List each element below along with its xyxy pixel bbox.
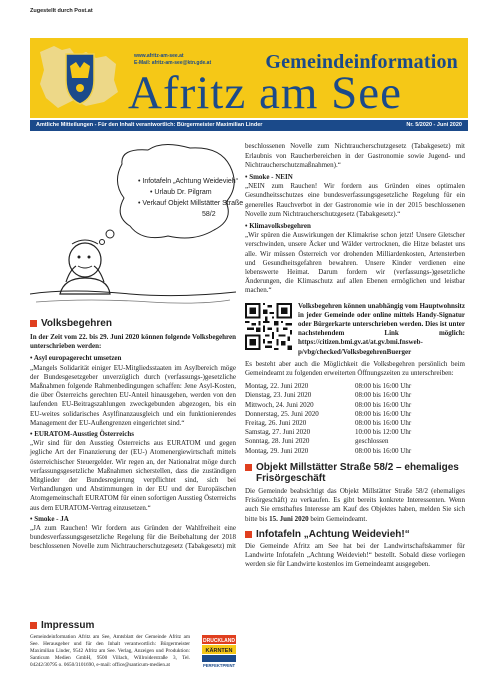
section-marker-icon	[245, 464, 252, 471]
objekt-text-before: Die Gemeinde beabsichtigt das Objekt Millstätter Straße 58/2 (ehemaliges Frisörgeschäft) zu verkaufen. Es gibt bereits konkrete Interessenten. Wenn auch Sie ernsthaftes Interesse am Kauf des Objektes haben, melden Sie sich bitte bis	[245, 486, 465, 523]
online-text: Volksbegehren können unabhängig vom Hauptwohnsitz in jeder Gemeinde oder online mittels Handy-Signatur oder Bürgerkarte unterschrieben werden. Dies ist unter nachstehendem Link möglich: https://citizen.bmi.gv.at/at.gv.bmi.fnsweb-p/vbg/checked/VolksbegehrenBuerger	[298, 301, 465, 356]
asyl-title: • Asyl europagerecht umsetzen	[30, 354, 122, 363]
heading-text: Impressum	[41, 620, 95, 631]
heading-text: Infotafeln „Achtung Weidevieh!“	[256, 528, 410, 540]
infotafeln-heading	[245, 529, 465, 540]
hours-day: Montag, 22. Juni 2020	[245, 382, 309, 391]
bubble-line: • Verkauf Objekt Millstätter Straße	[138, 200, 244, 207]
hours-day: Sonntag, 28. Juni 2020	[245, 437, 310, 446]
hours-time: 08:00 bis 16:00 Uhr	[355, 419, 412, 428]
impressum-text: Gemeindeinformation Afritz am See, Amtsblatt der Gemeinde Afritz am See. Herausgeber und für den Inhalt verantwortlich: Bürgermeister Maximilian Linder, 9542 Afritz am See. Verlag, Anzeigen und Produktion: Santicum Medien GmbH, 9500 Villach, Willroiderstraße 3, Tel. 04242/30795 o. 0650/3101690, e-mail: office@santicum-medien.at	[30, 634, 190, 668]
hours-time: 08:00 bis 16:00 Uhr	[355, 409, 412, 418]
klima-title: • Klimavolksbegehren	[245, 222, 311, 231]
hours-row	[245, 410, 465, 419]
bubble-line: 58/2	[202, 211, 216, 218]
municipal-crest-icon	[36, 44, 120, 112]
objekt-heading	[245, 462, 465, 484]
contact-block	[134, 53, 211, 67]
impressum-heading	[30, 620, 236, 631]
svg-text:KÄRNTEN: KÄRNTEN	[205, 648, 233, 654]
hours-time: 08:00 bis 16:00 Uhr	[355, 391, 412, 400]
hours-day: Freitag, 26. Juni 2020	[245, 419, 307, 428]
smoke-ja-title: • Smoke - JA	[30, 514, 69, 523]
left-column	[30, 318, 236, 551]
strip-left: Amtliche Mitteilungen - Für den Inhalt verantwortlich: Bürgermeister Maximilian Linder	[36, 122, 263, 128]
speech-bubble-text	[138, 176, 243, 220]
kicker: Gemeindeinformation	[265, 51, 458, 73]
infotafeln-text: Die Gemeinde Afritz am See hat bei der Landwirtschaftskammer für Landwirte Infotafeln „Achtung Weidevieh!“ bestellt. Sobald diese vorliegen werden sie für Landwirte kostenlos im Gemeindeamt ausgegeben.	[245, 541, 465, 569]
info-strip	[30, 120, 468, 131]
svg-text:DRUCKLAND: DRUCKLAND	[203, 638, 235, 644]
heading-text: Objekt Millstätter Straße 58/2 – ehemaliges Frisörgeschäft	[256, 461, 459, 484]
hours-time: 08:00 bis 16:00 Uhr	[355, 400, 412, 409]
objekt-text	[245, 487, 465, 524]
bubble-line: • Urlaub Dr. Pilgram	[150, 189, 212, 196]
hours-row	[245, 401, 465, 410]
hours-row	[245, 437, 465, 446]
euratom-title: • EURATOM-Ausstieg Österreichs	[30, 430, 134, 439]
svg-text:PERFEKTPRINT: PERFEKTPRINT	[202, 663, 236, 668]
hours-time: 08:00 bis 16:00 Uhr	[355, 446, 412, 455]
email-link[interactable]: E-Mail: afritz-am-see@ktn.gde.at	[134, 60, 212, 66]
section-marker-icon	[245, 531, 252, 538]
postal-note: Zugestellt durch Post.at	[30, 8, 93, 14]
masthead	[30, 38, 468, 118]
qr-code-icon[interactable]	[245, 303, 292, 350]
newsletter-title: Afritz am See	[128, 67, 403, 119]
klima-text: „Wir spüren die Auswirkungen der Klimakrise schon jetzt! Unsere Gletscher verschwinden, unsere Äcker und Wälder vertrocknen, die Hitze belastet uns alle. Wir müssen Österreich vor drohenden Milliardenkosten, Artensterben und Gesundheitsgefahren bewahren. Unsere Kinder verdienen eine lebenswerte Heimat. Darum fordern wir (verfassungs-)gesetzliche Änderungen, die Klimaschutz auf allen Ebenen ermöglichen und leistbar machen.“	[245, 231, 465, 295]
heading-text: Volksbegehren	[41, 318, 112, 329]
hours-day: Donnerstag, 25. Juni 2020	[245, 409, 319, 418]
hours-row	[245, 447, 465, 456]
hours-row	[245, 382, 465, 391]
bubble-line: • Infotafeln „Achtung Weidevieh“	[138, 178, 238, 185]
hours-time: geschlossen	[355, 437, 389, 446]
section-marker-icon	[30, 622, 37, 629]
opening-intro: Es besteht aber auch die Möglichkeit die Volksbegehren persönlich beim Gemeindeamt zu folgenden erweiterten Öffnungszeiten zu unterschreiben:	[245, 359, 465, 378]
objekt-text-after: beim Gemeindeamt.	[310, 514, 368, 523]
issue-number: Nr. 5/2020 - Juni 2020	[406, 122, 462, 128]
smoke-nein-text: „NEIN zum Rauchen! Wir fordern aus Gründen eines optimalen Gesundheitsschutzes eine bundesverfassungsgesetzliche Regelung für ein generelles Rauchverbot in der Gastronomie wie in der 2015 beschlossenen Novelle zum Nichtraucherschutzgesetz (Tabakgesetz).“	[245, 182, 465, 218]
hours-day: Dienstag, 23. Juni 2020	[245, 391, 312, 400]
smoke-ja-tail: beschlossenen Novelle zum Nichtraucherschutzgesetz (Tabakgesetz) mit Erlaubnis von Raucherbereichen in der Gastronomie sowie Jugend- und Nichtraucherschutzmaßnahmen).“	[245, 142, 465, 169]
hours-time: 08:00 bis 16:00 Uhr	[355, 382, 412, 391]
objekt-deadline: 15. Juni 2020	[269, 514, 309, 523]
smoke-nein-title: • Smoke - NEIN	[245, 173, 293, 181]
smoke-ja-text: „JA zum Rauchen! Wir fordern aus Gründen der Wahlfreiheit eine bundesverfassungsgesetzliche Regelung für die Beibehaltung der 2018 beschlossenen Novelle zum Nichtraucherschutzgesetz (Tabakgesetz) mit	[30, 524, 236, 551]
hours-time: 10:00 bis 12:00 Uhr	[355, 428, 412, 437]
hours-row	[245, 391, 465, 400]
hours-row	[245, 419, 465, 428]
intro-text: In der Zeit vom 22. bis 29. Juni 2020 können folgende Volksbegehren unterschrieben werden:	[30, 333, 236, 351]
euratom-text: „Wir sind für den Ausstieg Österreichs aus EURATOM und gegen jegliche Art der Finanzierung der (EU-) Atomenergiewirtschaft mittels österreichischer Steuergelder. Wir regen an, der Nationalrat möge durch verfassungsgesetzliche Maßnahmen sicherstellen, dass die zuständigen Mitglieder der Bundesregierung verpflichtet sind, sich bei Verhandlungen und Abstimmungen in der EU und der Europäischen Atomgemeinschaft EURATOM für einen sofortigen Ausstieg Österreichs aus dem EURATOM-Vertrag einzusetzen.“	[30, 439, 236, 512]
section-marker-icon	[30, 320, 37, 327]
right-column	[245, 142, 465, 569]
asyl-text: „Mangels Solidarität einiger EU-Mitgliedsstaaten im Asylbereich möge der Bundesgesetzgeber unverzüglich durch (verfassungs-)gesetzliche Maßnahmen folgende Rahmenbedingungen schaffen: Jene Asyl-Kosten, die über Österreichs gerechten EU-Anteil hinausgehen, werden von den laufenden EU-Beitragszahlungen zweckgebunden abgezogen, bis ein EU-weites solidarisches Asylfinanzausgleich und ein funktionierendes Management der EU-Außengrenzen eingerichtet sind.“	[30, 363, 236, 427]
hours-day: Samstag, 27. Juni 2020	[245, 428, 311, 437]
hours-row	[245, 428, 465, 437]
website-link[interactable]: www.afritz-am-see.at	[134, 53, 184, 59]
printer-logo-icon	[202, 635, 236, 669]
hours-table	[245, 382, 465, 456]
hours-day: Mittwoch, 24. Juni 2020	[245, 400, 314, 409]
smoke-ja-continued	[245, 142, 465, 170]
cartoon-illustration	[30, 142, 236, 312]
online-signature-block	[245, 302, 465, 357]
volksbegehren-heading	[30, 318, 236, 329]
impressum	[30, 620, 236, 672]
hours-day: Montag, 29. Juni 2020	[245, 446, 309, 455]
